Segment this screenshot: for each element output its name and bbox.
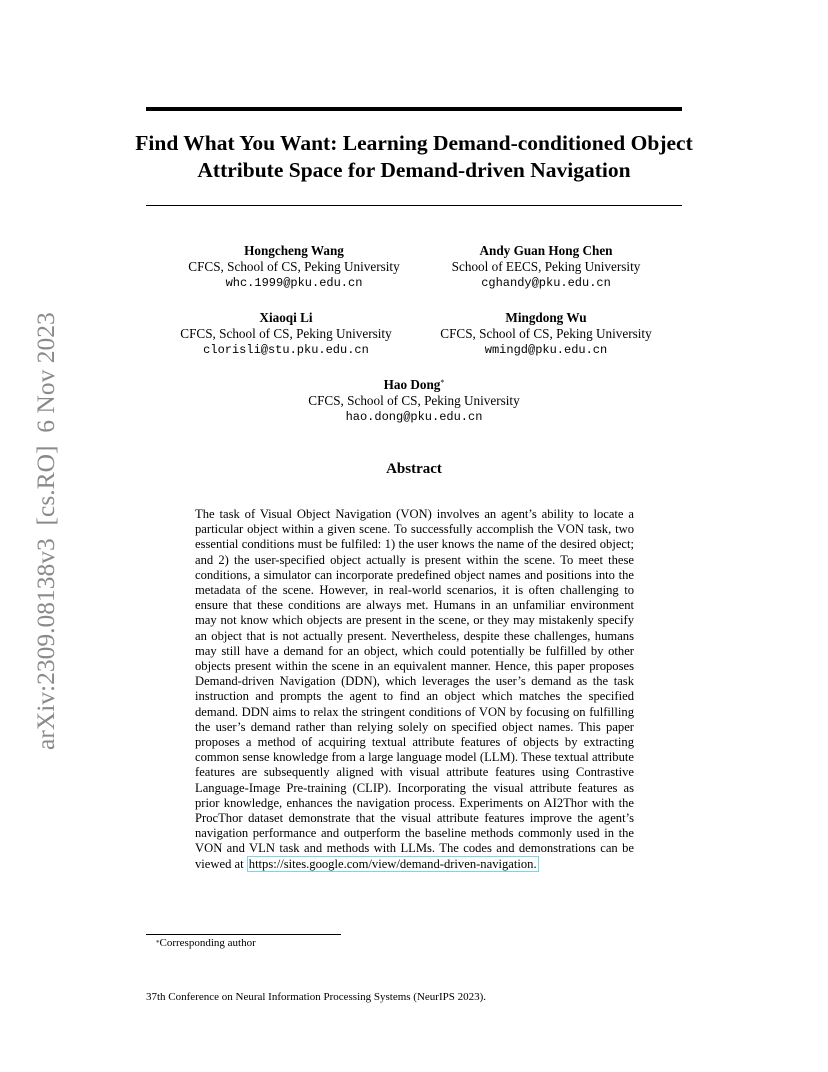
author-email: cghandy@pku.edu.cn — [481, 276, 611, 290]
author-email: wmingd@pku.edu.cn — [484, 343, 608, 357]
footnote — [156, 937, 256, 950]
author-block — [280, 377, 548, 425]
title-rule-top — [146, 107, 682, 111]
author-email: hao.dong@pku.edu.cn — [345, 410, 483, 424]
footnote-rule — [146, 934, 341, 935]
author-affiliation: CFCS, School of CS, Peking University — [180, 326, 392, 341]
arxiv-identifier — [31, 290, 60, 750]
title-rule-bottom — [146, 205, 682, 206]
footnote-marker: * — [156, 939, 160, 947]
author-block — [152, 310, 420, 358]
author-affiliation: CFCS, School of CS, Peking University — [188, 259, 400, 274]
author-name: Mingdong Wu — [505, 310, 587, 325]
abstract-body — [195, 507, 634, 872]
author-name: Andy Guan Hong Chen — [479, 243, 613, 258]
author-affiliation: CFCS, School of CS, Peking University — [440, 326, 652, 341]
author-email: clorisli@stu.pku.edu.cn — [203, 343, 369, 357]
corresponding-marker: * — [440, 378, 445, 387]
author-block — [407, 310, 685, 358]
author-block — [412, 243, 680, 291]
footnote-text: Corresponding author — [159, 937, 256, 949]
arxiv-identifier-text: arXiv:2309.08138v3 [cs.RO] 6 Nov 2023 — [31, 312, 60, 750]
author-affiliation: School of EECS, Peking University — [451, 259, 641, 274]
author-name: Hongcheng Wang — [244, 243, 344, 258]
author-affiliation: CFCS, School of CS, Peking University — [308, 393, 520, 408]
abstract-text: The task of Visual Object Navigation (VON) involves an agent’s ability to locate a particular object within a given scene. To successfully accomplish the VON task, two essential conditions must be fulfiled: 1) the user knows the name of the desired object; and 2) the user-specified object actually is present within the scene. To meet these conditions, a simulator can incorporate predefined object names and positions into the metadata of the scene. However, in real-world scenarios, it is often challenging to ensure that these conditions are always met. Humans in an unfamiliar environment may not know which objects are present in the scene, or they may mistakenly specify an object that is not actually present. Nevertheless, despite these challenges, humans may still have a demand for an object, which could potentially be fulfilled by other objects present within the scene in an equivalent manner. Hence, this paper proposes Demand-driven Navigation (DDN), which leverages the user’s demand as the task instruction and prompts the agent to find an object which matches the specified demand. DDN aims to relax the stringent conditions of VON by focusing on fulfilling the user’s demand rather than relying solely on specified object names. This paper proposes a method of acquiring textual attribute features of objects by extracting common sense knowledge from a large language model (LLM). These textual attribute features are subsequently aligned with visual attribute features using Contrastive Language-Image Pre-training (CLIP). Incorporating the visual attribute features as prior knowledge, enhances the navigation process. Experiments on AI2Thor with the ProcThor dataset demonstrate that the visual attribute features improve the agent’s navigation performance and outperform the baseline methods commonly used in the VON and VLN task and methods with LLMs. The codes and demonstrations can be viewed at — [195, 507, 634, 871]
author-email: whc.1999@pku.edu.cn — [225, 276, 363, 290]
author-name — [280, 377, 548, 393]
conference-note: 37th Conference on Neural Information Processing Systems (NeurIPS 2023). — [146, 991, 487, 1003]
author-name: Xiaoqi Li — [259, 310, 313, 325]
paper-title: Find What You Want: Learning Demand-conditioned Object Attribute Space for Demand-driven Navigation — [135, 131, 693, 182]
author-name-text: Hao Dong — [383, 377, 441, 392]
abstract-heading: Abstract — [386, 461, 442, 477]
author-block — [160, 243, 428, 291]
project-link[interactable]: https://sites.google.com/view/demand-driven-navigation. — [248, 856, 537, 871]
